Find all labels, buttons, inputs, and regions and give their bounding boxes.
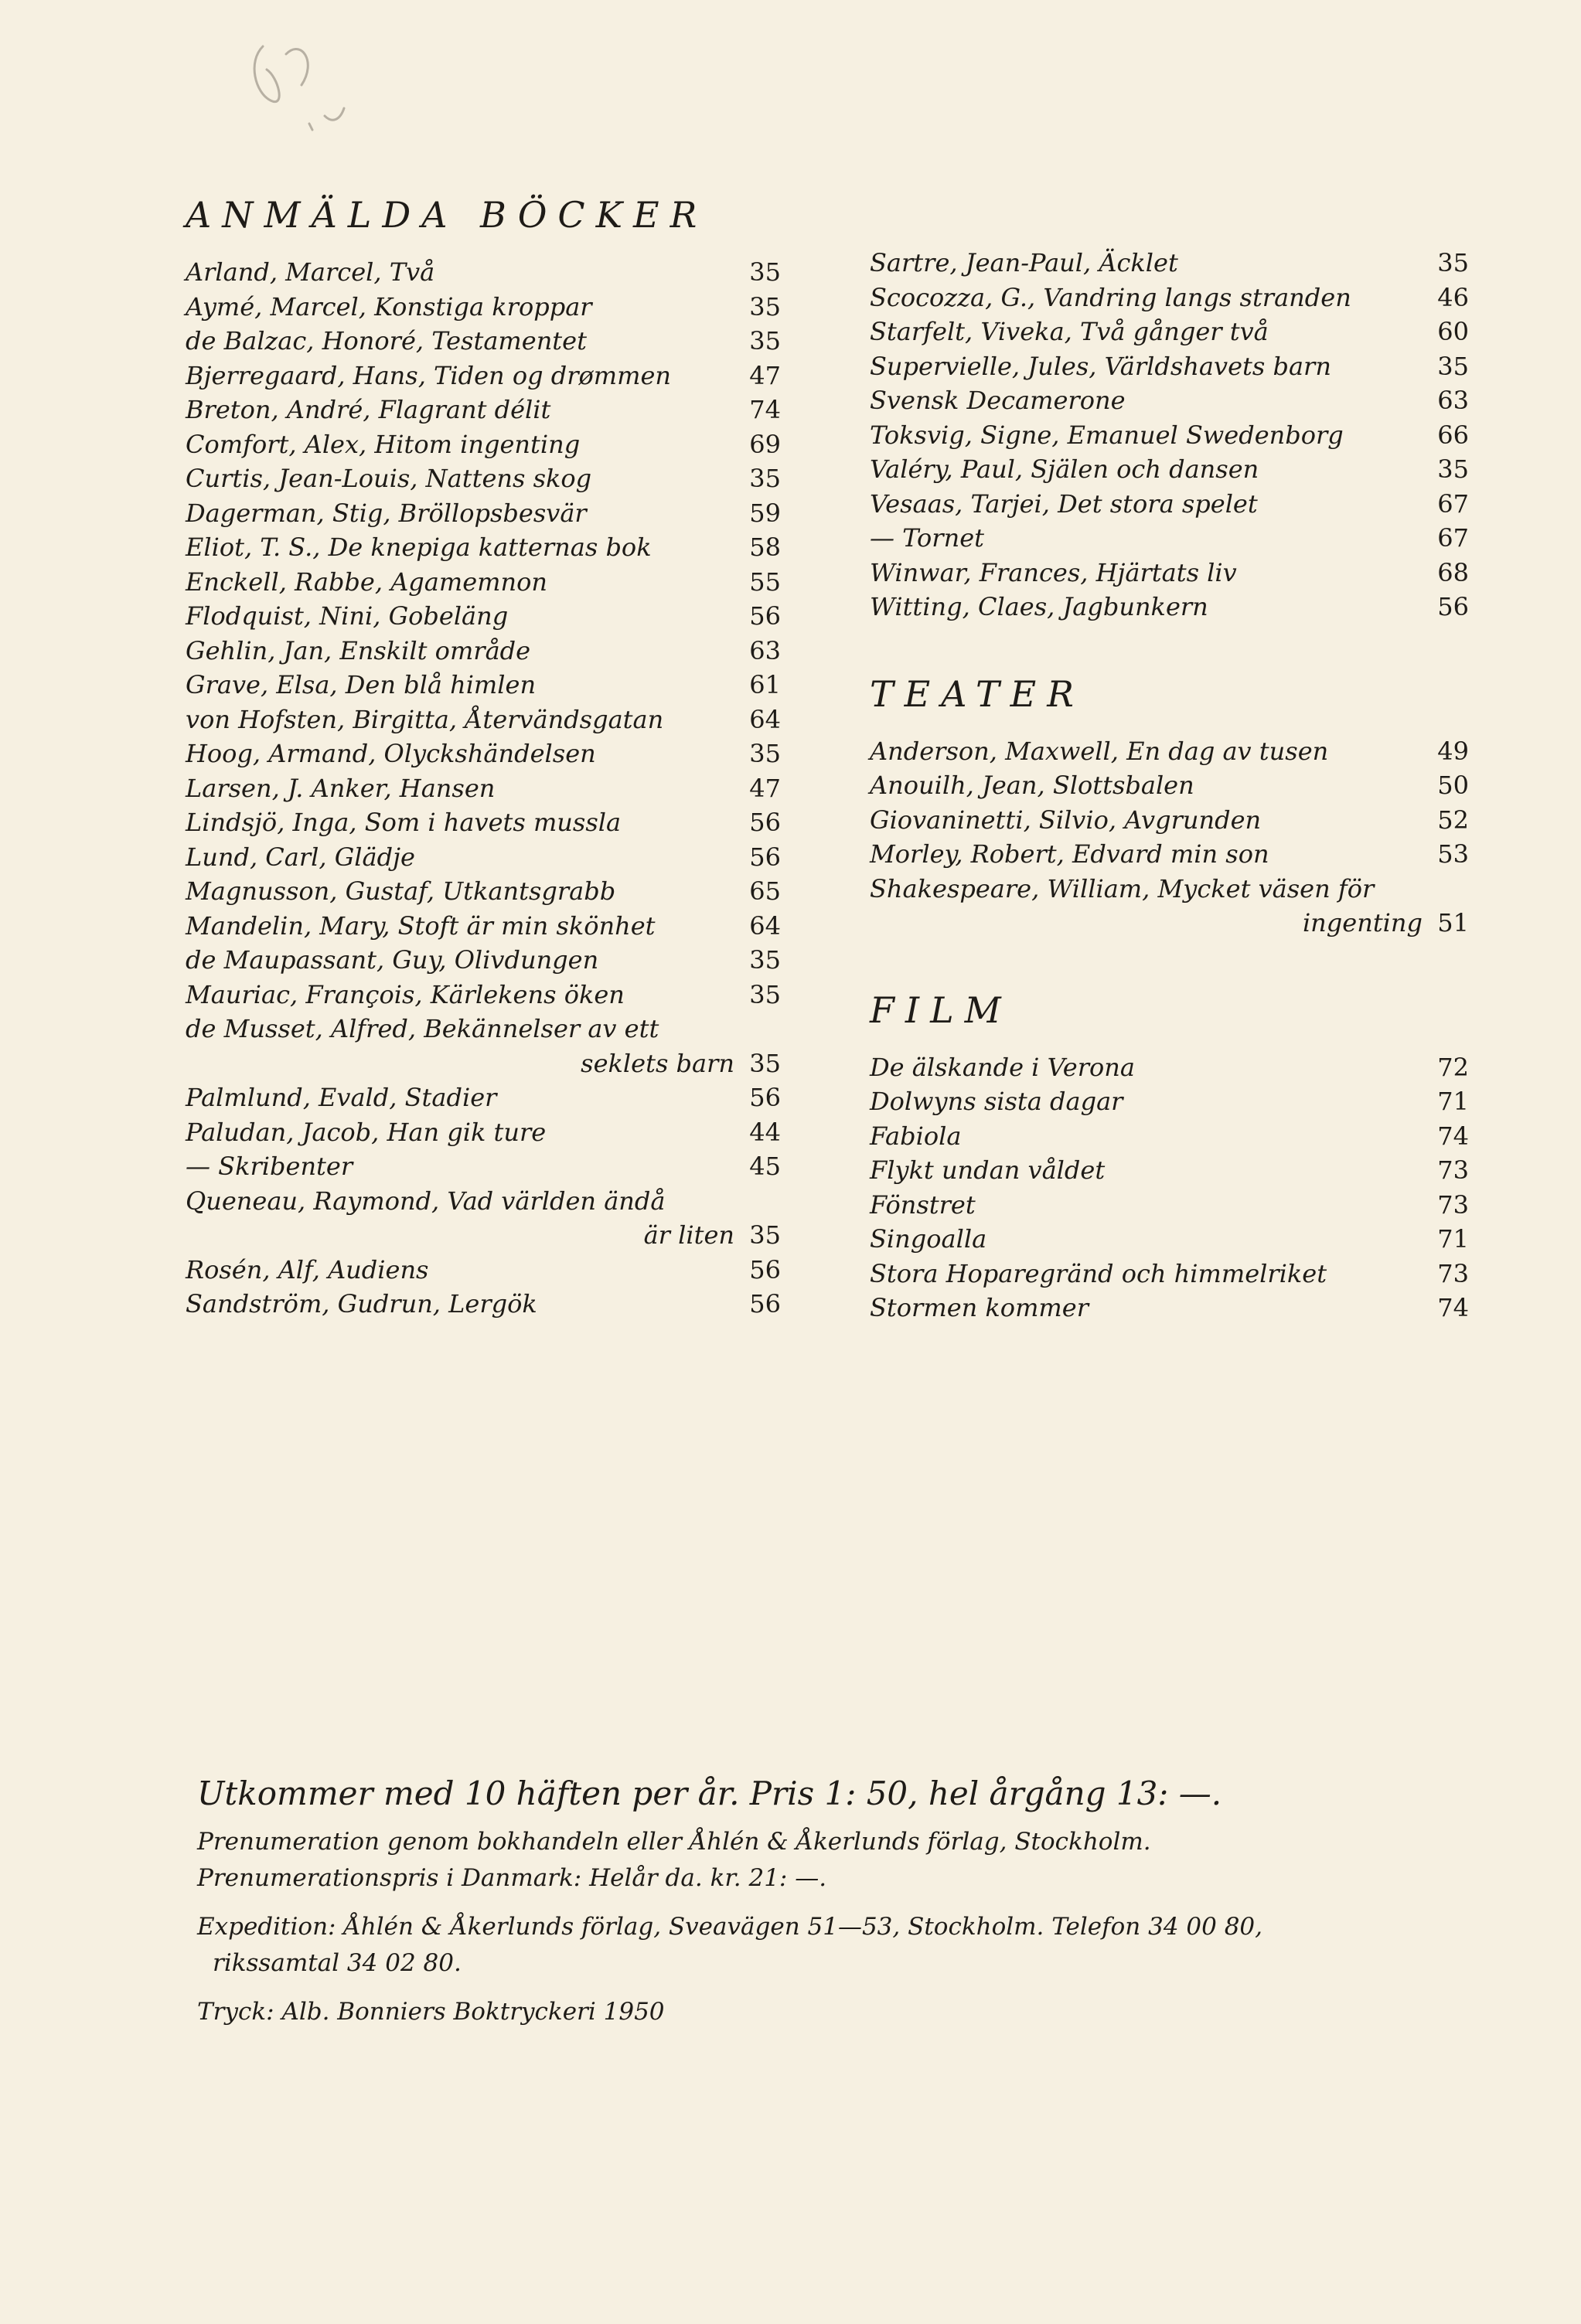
books-entry-page: 56 (749, 1289, 781, 1319)
teater-entry-page: 51 (1437, 908, 1469, 937)
books-entry-title: Breton, André, Flagrant délit (186, 395, 551, 424)
books-entry-page: 63 (749, 635, 781, 665)
books-entry-page: 46 (1437, 282, 1469, 312)
teater-entry-title: Anouilh, Jean, Slottsbalen (870, 771, 1194, 800)
phone-line: rikssamtal 34 02 80. (213, 1949, 462, 1977)
teater-entry-page: 50 (1437, 771, 1469, 800)
books-entry (186, 290, 781, 325)
books-entry (186, 634, 781, 669)
books-entry-page: 63 (1437, 386, 1469, 415)
books-entry-page: 69 (749, 429, 781, 459)
books-entry-page: 60 (1437, 317, 1469, 346)
books-column (186, 192, 781, 1322)
film-entry-title: Dolwyns sista dagar (870, 1087, 1123, 1116)
books-entry (186, 943, 781, 978)
books-entry-page: 64 (749, 704, 781, 734)
books-entry-page: 59 (749, 498, 781, 528)
teater-section (870, 671, 1469, 941)
books-entry-title: Grave, Elsa, Den blå himlen (186, 670, 537, 699)
books-entry-title: Curtis, Jean-Louis, Nattens skog (186, 464, 592, 493)
books-entry-page: 45 (749, 1152, 781, 1181)
teater-entry (870, 768, 1469, 803)
books-entry-title: Queneau, Raymond, Vad världen ändå (186, 1186, 666, 1216)
denmark-price-line: Prenumerationspris i Danmark: Helår da. kr. 21: —. (197, 1864, 827, 1892)
film-entry (870, 1119, 1469, 1154)
books-entry-title: Toksvig, Signe, Emanuel Swedenborg (870, 420, 1344, 450)
books-entry (186, 840, 781, 875)
books-entry (870, 556, 1469, 590)
books-entry-page: 68 (1437, 557, 1469, 587)
books-entry-title: von Hofsten, Birgitta, Återvändsgatan (186, 704, 664, 734)
books-entry-page: 35 (749, 257, 781, 287)
books-entry-title: Dagerman, Stig, Bröllopsbesvär (186, 498, 587, 528)
teater-entry (870, 734, 1469, 769)
film-entry-title: Fönstret (870, 1189, 976, 1220)
teater-entry (870, 906, 1469, 941)
books-entry-page: 56 (749, 1083, 781, 1112)
pencil-annotation (232, 31, 387, 139)
books-entry (186, 737, 781, 771)
teater-heading: TEATER (870, 672, 1085, 715)
books-entry-page: 56 (1437, 592, 1469, 621)
books-entry-page (734, 1184, 781, 1219)
books-entry-title: Hoog, Armand, Olyckshändelsen (186, 739, 596, 768)
books-entry-title: Witting, Claes, Jagbunkern (870, 592, 1208, 621)
books-entry (870, 521, 1469, 556)
expedition-line: Expedition: Åhlén & Åkerlunds förlag, Sveavägen 51—53, Stockholm. Telefon 34 00 80, (197, 1913, 1263, 1941)
books-entry-title: — Tornet (870, 523, 984, 553)
books-entry (870, 281, 1469, 315)
film-entry-page: 73 (1437, 1155, 1469, 1185)
books-entry-page: 56 (749, 601, 781, 631)
books-entry (186, 1046, 781, 1081)
books-entry-title: Bjerregaard, Hans, Tiden og drømmen (186, 360, 672, 390)
books-entry (870, 487, 1469, 522)
books-entry-page: 35 (749, 979, 781, 1009)
books-entry-page (734, 1012, 781, 1046)
books-entry-title: Lund, Carl, Glädje (186, 842, 415, 872)
books-entry (186, 393, 781, 427)
books-entry-title: — Skribenter (186, 1152, 353, 1181)
books-entry-title: Enckell, Rabbe, Agamemnon (186, 567, 547, 597)
books-entry-page: 35 (749, 1048, 781, 1078)
colophon (197, 1770, 1511, 2030)
film-list (870, 1050, 1469, 1325)
books-entry-title: Magnusson, Gustaf, Utkantsgrabb (186, 876, 616, 906)
books-entry-page: 35 (1437, 248, 1469, 277)
film-entry (870, 1084, 1469, 1119)
books-entry (870, 590, 1469, 624)
books-list-left (186, 255, 781, 1322)
books-entry (186, 703, 781, 737)
books-entry-page: 56 (749, 1254, 781, 1284)
books-entry (186, 359, 781, 393)
film-entry-title: Stora Hoparegränd och himmelriket (870, 1258, 1327, 1288)
books-entry-title: Mauriac, François, Kärlekens öken (186, 979, 625, 1009)
books-entry-title: Sandström, Gudrun, Lergök (186, 1289, 537, 1319)
books-entry-title: seklets barn (581, 1048, 734, 1078)
books-entry (870, 349, 1469, 384)
books-entry-page: 55 (749, 567, 781, 597)
books-entry-title: Aymé, Marcel, Konstiga kroppar (186, 291, 592, 322)
books-entry-page: 61 (749, 670, 781, 699)
books-entry-page: 67 (1437, 523, 1469, 553)
books-entry-page: 74 (749, 395, 781, 424)
books-entry-page: 64 (749, 910, 781, 941)
books-entry-title: Rosén, Alf, Audiens (186, 1254, 429, 1284)
books-entry-page: 35 (749, 291, 781, 322)
books-entry-title: är liten (643, 1220, 734, 1250)
books-entry-title: Flodquist, Nini, Gobeläng (186, 601, 509, 631)
teater-entry-page: 49 (1437, 736, 1469, 766)
teater-entry-title: Shakespeare, William, Mycket väsen för (870, 873, 1375, 903)
books-entry-title: Supervielle, Jules, Världshavets barn (870, 351, 1331, 381)
books-heading: ANMÄLDA BÖCKER (186, 194, 708, 236)
books-entry (186, 771, 781, 806)
books-entry-title: Valéry, Paul, Själen och dansen (870, 454, 1259, 484)
books-entry-title: Eliot, T. S., De knepiga katternas bok (186, 533, 652, 562)
books-entry-page: 35 (749, 945, 781, 975)
subscription-line: Prenumeration genom bokhandeln eller Åhlén & Åkerlunds förlag, Stockholm. (197, 1828, 1151, 1856)
books-entry (870, 246, 1469, 281)
film-heading: FILM (870, 988, 1012, 1031)
books-entry-title: Comfort, Alex, Hitom ingenting (186, 429, 581, 459)
books-entry-page: 56 (749, 808, 781, 837)
film-entry (870, 1153, 1469, 1188)
books-entry-title: Larsen, J. Anker, Hansen (186, 773, 496, 803)
books-entry (870, 383, 1469, 418)
books-entry-page: 47 (749, 360, 781, 390)
books-entry-title: Sartre, Jean-Paul, Äcklet (870, 248, 1178, 277)
film-entry (870, 1188, 1469, 1223)
books-entry (186, 255, 781, 290)
books-entry-page: 65 (749, 876, 781, 906)
teater-entry-page: 52 (1437, 805, 1469, 835)
teater-entry-title: Anderson, Maxwell, En dag av tusen (870, 736, 1329, 766)
subscription-info: Utkommer med 10 häften per år. Pris 1: 50, hel årgång 13: —. (197, 1774, 1222, 1812)
film-entry-page: 71 (1437, 1087, 1469, 1116)
books-entry-title: de Maupassant, Guy, Olivdungen (186, 945, 599, 975)
books-entry (186, 1012, 781, 1046)
books-entry-page: 35 (1437, 454, 1469, 484)
books-entry-page: 35 (1437, 351, 1469, 381)
books-entry-page: 44 (749, 1117, 781, 1147)
books-entry (186, 427, 781, 462)
teater-entry-page: 53 (1437, 839, 1469, 869)
books-entry-page: 47 (749, 773, 781, 803)
books-entry-title: Starfelt, Viveka, Två gånger två (870, 317, 1269, 346)
books-entry (186, 324, 781, 359)
teater-entry (870, 837, 1469, 872)
books-entry (186, 909, 781, 944)
teater-entry-page (1423, 872, 1469, 907)
books-entry (186, 1253, 781, 1288)
teater-entry (870, 872, 1469, 907)
books-entry (870, 315, 1469, 349)
books-entry-page: 67 (1437, 488, 1469, 519)
books-entry (186, 496, 781, 531)
books-entry (186, 1218, 781, 1253)
books-entry (186, 1115, 781, 1150)
books-entry (186, 805, 781, 840)
books-entry (186, 1287, 781, 1322)
right-column (870, 246, 1469, 1325)
books-entry-page: 35 (749, 326, 781, 356)
film-section (870, 987, 1469, 1325)
film-entry-page: 74 (1437, 1293, 1469, 1322)
film-entry-title: Stormen kommer (870, 1293, 1089, 1322)
books-entry-title: Scocozza, G., Vandring langs stranden (870, 282, 1351, 312)
books-entry-title: Mandelin, Mary, Stoft är min skönhet (186, 910, 656, 941)
film-entry-page: 73 (1437, 1258, 1469, 1288)
film-entry-page: 72 (1437, 1052, 1469, 1082)
film-entry-title: Flykt undan våldet (870, 1155, 1106, 1185)
books-entry (186, 1149, 781, 1184)
teater-entry (870, 803, 1469, 838)
books-entry-title: Paludan, Jacob, Han gik ture (186, 1117, 547, 1147)
books-entry-page: 35 (749, 739, 781, 768)
books-entry-title: Arland, Marcel, Två (186, 257, 435, 287)
teater-list (870, 734, 1469, 941)
printer-line: Tryck: Alb. Bonniers Boktryckeri 1950 (197, 1998, 665, 2026)
film-entry (870, 1050, 1469, 1085)
books-entry (870, 418, 1469, 453)
books-entry (186, 565, 781, 600)
books-list-right (870, 246, 1469, 624)
film-entry-page: 71 (1437, 1224, 1469, 1254)
books-entry-title: Winwar, Frances, Hjärtats liv (870, 557, 1237, 587)
film-entry-page: 73 (1437, 1189, 1469, 1220)
books-entry-page: 58 (749, 533, 781, 562)
books-entry-title: de Musset, Alfred, Bekännelser av ett (186, 1014, 659, 1043)
film-entry-title: Fabiola (870, 1121, 962, 1151)
books-entry-title: Vesaas, Tarjei, Det stora spelet (870, 488, 1258, 519)
film-entry-title: De älskande i Verona (870, 1052, 1135, 1082)
film-entry-title: Singoalla (870, 1224, 987, 1254)
film-entry (870, 1222, 1469, 1257)
books-entry-page: 66 (1437, 420, 1469, 450)
books-entry-page: 56 (749, 842, 781, 872)
film-entry-page: 74 (1437, 1121, 1469, 1151)
books-entry (870, 452, 1469, 487)
books-entry-title: Svensk Decamerone (870, 386, 1126, 415)
books-entry-title: Lindsjö, Inga, Som i havets mussla (186, 808, 622, 837)
books-entry (186, 1184, 781, 1219)
books-entry-title: Palmlund, Evald, Stadier (186, 1083, 497, 1112)
film-entry (870, 1291, 1469, 1325)
books-entry-title: de Balzac, Honoré, Testamentet (186, 326, 587, 356)
books-entry (186, 530, 781, 565)
books-entry (186, 1080, 781, 1115)
books-entry-page: 35 (749, 464, 781, 493)
books-entry (186, 978, 781, 1012)
teater-entry-title: ingenting (1302, 908, 1423, 937)
books-entry-title: Gehlin, Jan, Enskilt område (186, 635, 531, 665)
books-entry (186, 461, 781, 496)
books-entry (186, 599, 781, 634)
books-entry-page: 35 (749, 1220, 781, 1250)
teater-entry-title: Morley, Robert, Edvard min son (870, 839, 1269, 869)
film-entry (870, 1257, 1469, 1291)
books-entry (186, 874, 781, 909)
books-entry (186, 668, 781, 703)
teater-entry-title: Giovaninetti, Silvio, Avgrunden (870, 805, 1262, 835)
